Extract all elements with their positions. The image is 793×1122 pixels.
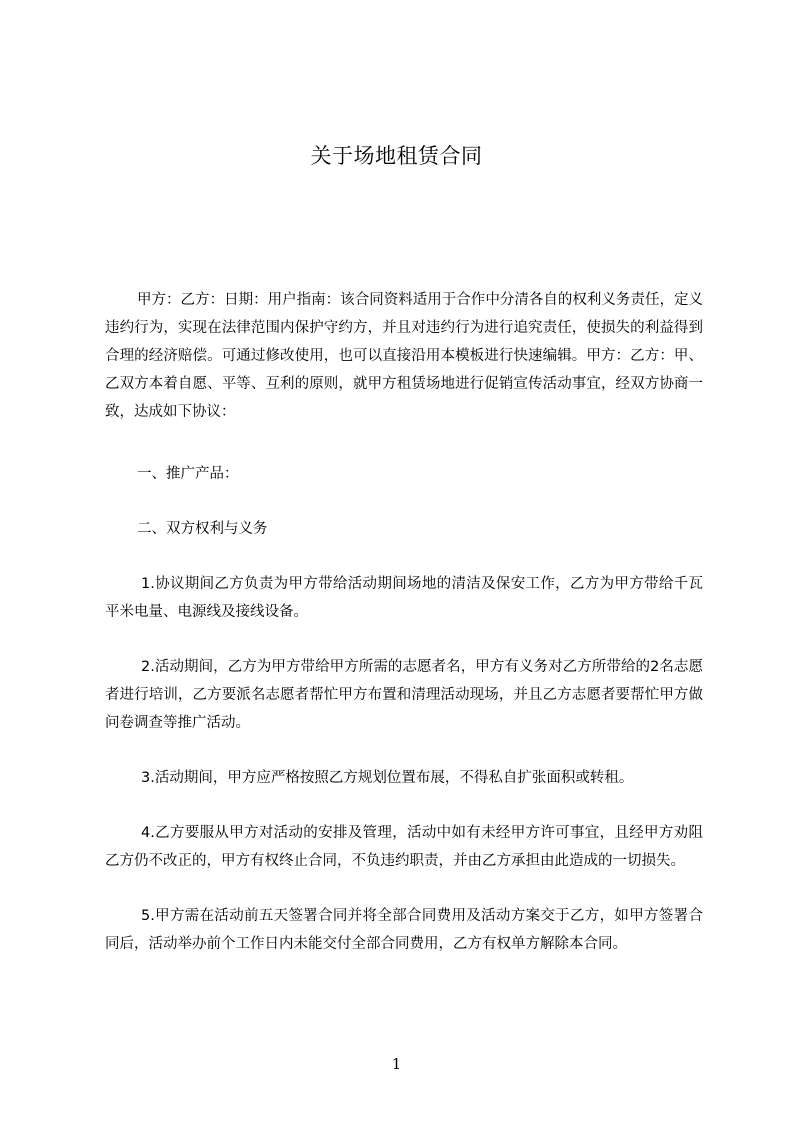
contract-body xyxy=(105,286,703,958)
section-heading-rights: 二、双方权利与义务 xyxy=(137,521,268,537)
intro-paragraph: 甲方：乙方：日期：用户指南：该合同资料适用于合作中分清各自的权利义务责任，定义违约行为，实现在法律范围内保护守约方，并且对违约行为进行追究责任，使损失的利益得到合理的经济赔偿。可通过修改使用，也可以直接沿用本模板进行快速编辑。甲方：乙方：甲、乙双方本着自愿、平等、互利的原则，就甲方租赁场地进行促销宣传活动事宜，经双方协商一致，达成如下协议： xyxy=(105,292,703,420)
clause-2: 2.活动期间，乙方为甲方带给甲方所需的志愿者名，甲方有义务对乙方所带给的2名志愿者进行培训，乙方要派名志愿者帮忙甲方布置和清理活动现场，并且乙方志愿者要帮忙甲方做问卷调查等推广活动。 xyxy=(105,659,703,731)
page-title: 关于场地租赁合同 xyxy=(310,144,483,168)
section-heading-products: 一、推广产品： xyxy=(137,466,239,482)
clause-4: 4.乙方要服从甲方对活动的安排及管理，活动中如有未经甲方许可事宜，且经甲方劝阻乙方仍不改正的，甲方有权终止合同，不负违约职责，并由乙方承担由此造成的一切损失。 xyxy=(105,825,703,869)
clause-5: 5.甲方需在活动前五天签署合同并将全部合同费用及活动方案交于乙方，如甲方签署合同后，活动举办前个工作日内未能交付全部合同费用，乙方有权单方解除本合同。 xyxy=(105,908,703,952)
page-number: 1 xyxy=(391,1055,402,1073)
clause-1: 1.协议期间乙方负责为甲方带给活动期间场地的清洁及保安工作，乙方为甲方带给千瓦平米电量、电源线及接线设备。 xyxy=(105,576,703,620)
clause-3: 3.活动期间，甲方应严格按照乙方规划位置布展，不得私自扩张面积或转租。 xyxy=(141,770,634,786)
